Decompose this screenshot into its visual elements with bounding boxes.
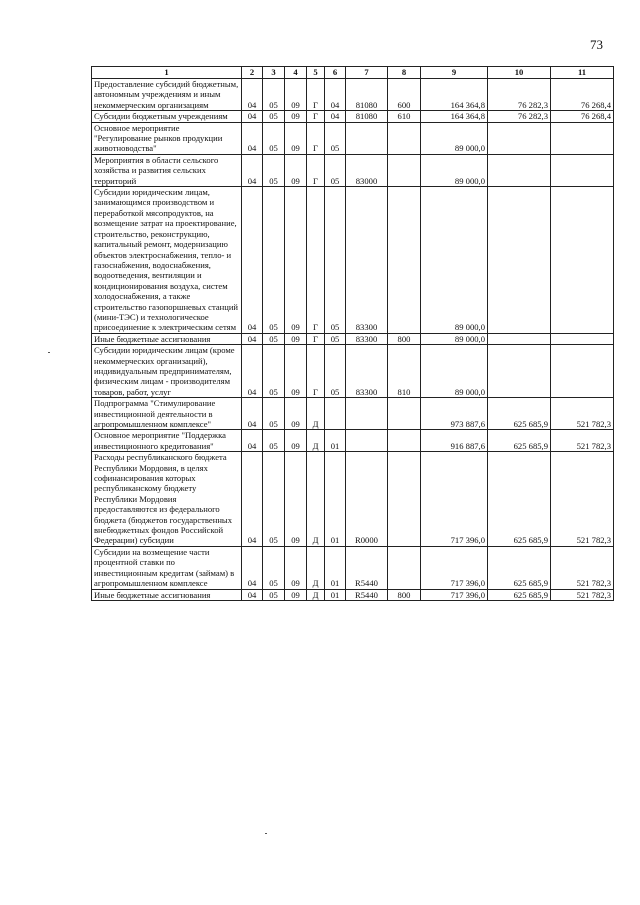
cell-col-2: 04 bbox=[242, 79, 263, 111]
cell-col-11: 521 782,3 bbox=[551, 398, 614, 430]
cell-col-5: Г bbox=[307, 345, 325, 398]
cell-col-9: 164 364,8 bbox=[421, 111, 488, 122]
cell-col-6: 01 bbox=[325, 546, 346, 589]
cell-col-9: 916 887,6 bbox=[421, 430, 488, 452]
cell-col-8: 800 bbox=[388, 589, 421, 600]
cell-col-7: 83300 bbox=[346, 345, 388, 398]
cell-col-4: 09 bbox=[285, 154, 307, 186]
scan-mark bbox=[265, 833, 267, 834]
cell-col-6: 01 bbox=[325, 589, 346, 600]
cell-col-10: 76 282,3 bbox=[488, 111, 551, 122]
cell-col-8: 610 bbox=[388, 111, 421, 122]
row-name-cell: Предоставление субсидий бюджетным, автономным учреждениям и иным некоммерческим организациям bbox=[92, 79, 242, 111]
cell-col-3: 05 bbox=[263, 122, 285, 154]
cell-col-8 bbox=[388, 398, 421, 430]
cell-col-11 bbox=[551, 122, 614, 154]
cell-col-11: 521 782,3 bbox=[551, 589, 614, 600]
cell-col-7: 81080 bbox=[346, 79, 388, 111]
table-row bbox=[92, 111, 614, 122]
cell-col-7: R0000 bbox=[346, 452, 388, 547]
cell-col-9: 89 000,0 bbox=[421, 187, 488, 334]
table-row bbox=[92, 345, 614, 398]
cell-col-5: Д bbox=[307, 430, 325, 452]
cell-col-8 bbox=[388, 430, 421, 452]
cell-col-3: 05 bbox=[263, 589, 285, 600]
row-name-cell: Субсидии юридическим лицам (кроме некоммерческих организаций), индивидуальным предпринимателям, физическим лицам - производителям товаров, работ, услуг bbox=[92, 345, 242, 398]
row-name-cell: Расходы республиканского бюджета Республики Мордовия, в целях софинансирования которых республиканскому бюджету Республики Мордовия предоставляются из федерального бюджета (бюджетов государственных внебюджетных фондов Российской Федерации) субсидии bbox=[92, 452, 242, 547]
cell-col-6: 04 bbox=[325, 111, 346, 122]
table-row bbox=[92, 452, 614, 547]
cell-col-6 bbox=[325, 398, 346, 430]
cell-col-10 bbox=[488, 154, 551, 186]
cell-col-2: 04 bbox=[242, 187, 263, 334]
column-header-4: 4 bbox=[285, 67, 307, 79]
row-name-cell: Основное мероприятие "Поддержка инвестиционного кредитования" bbox=[92, 430, 242, 452]
budget-table bbox=[91, 66, 614, 601]
cell-col-9: 973 887,6 bbox=[421, 398, 488, 430]
cell-col-2: 04 bbox=[242, 589, 263, 600]
cell-col-9: 89 000,0 bbox=[421, 333, 488, 344]
cell-col-5: Г bbox=[307, 111, 325, 122]
cell-col-2: 04 bbox=[242, 398, 263, 430]
cell-col-7: 83300 bbox=[346, 187, 388, 334]
cell-col-10 bbox=[488, 187, 551, 334]
header-row bbox=[92, 67, 614, 79]
cell-col-11 bbox=[551, 345, 614, 398]
page-number: 73 bbox=[590, 37, 603, 52]
cell-col-11: 76 268,4 bbox=[551, 79, 614, 111]
cell-col-8 bbox=[388, 122, 421, 154]
column-header-5: 5 bbox=[307, 67, 325, 79]
cell-col-4: 09 bbox=[285, 398, 307, 430]
cell-col-10 bbox=[488, 122, 551, 154]
column-header-1: 1 bbox=[92, 67, 242, 79]
cell-col-6: 05 bbox=[325, 122, 346, 154]
cell-col-11 bbox=[551, 154, 614, 186]
cell-col-3: 05 bbox=[263, 546, 285, 589]
cell-col-2: 04 bbox=[242, 546, 263, 589]
cell-col-4: 09 bbox=[285, 589, 307, 600]
cell-col-4: 09 bbox=[285, 187, 307, 334]
cell-col-3: 05 bbox=[263, 154, 285, 186]
cell-col-4: 09 bbox=[285, 122, 307, 154]
row-name-cell: Мероприятия в области сельского хозяйства и развития сельских территорий bbox=[92, 154, 242, 186]
cell-col-3: 05 bbox=[263, 345, 285, 398]
cell-col-10: 625 685,9 bbox=[488, 398, 551, 430]
cell-col-3: 05 bbox=[263, 79, 285, 111]
column-header-11: 11 bbox=[551, 67, 614, 79]
row-name-cell: Иные бюджетные ассигнования bbox=[92, 589, 242, 600]
cell-col-11: 521 782,3 bbox=[551, 452, 614, 547]
column-header-7: 7 bbox=[346, 67, 388, 79]
cell-col-10: 625 685,9 bbox=[488, 452, 551, 547]
cell-col-2: 04 bbox=[242, 345, 263, 398]
table-row bbox=[92, 589, 614, 600]
table-row bbox=[92, 546, 614, 589]
cell-col-6: 05 bbox=[325, 333, 346, 344]
column-header-9: 9 bbox=[421, 67, 488, 79]
cell-col-3: 05 bbox=[263, 333, 285, 344]
cell-col-3: 05 bbox=[263, 430, 285, 452]
cell-col-5: Г bbox=[307, 122, 325, 154]
cell-col-2: 04 bbox=[242, 122, 263, 154]
table-row bbox=[92, 122, 614, 154]
cell-col-11: 76 268,4 bbox=[551, 111, 614, 122]
cell-col-6: 04 bbox=[325, 79, 346, 111]
table-row bbox=[92, 79, 614, 111]
cell-col-9: 89 000,0 bbox=[421, 154, 488, 186]
cell-col-8: 800 bbox=[388, 333, 421, 344]
cell-col-2: 04 bbox=[242, 154, 263, 186]
cell-col-6: 05 bbox=[325, 345, 346, 398]
cell-col-7 bbox=[346, 430, 388, 452]
row-name-cell: Субсидии на возмещение части процентной ставки по инвестиционным кредитам (займам) в агропромышленном комплексе bbox=[92, 546, 242, 589]
cell-col-4: 09 bbox=[285, 333, 307, 344]
row-name-cell: Подпрограмма "Стимулирование инвестиционной деятельности в агропромышленном комплексе" bbox=[92, 398, 242, 430]
cell-col-2: 04 bbox=[242, 111, 263, 122]
row-name-cell: Субсидии юридическим лицам, занимающимся производством и переработкой мясопродуктов, на возмещение затрат на проектирование, строительство, реконструкцию, капитальный ремонт, модернизацию объектов электроснабжения, тепло- и газоснабжения, водоснабжения, водоотведения, вентиляции и кондиционирования воздуха, систем холодоснабжения, а также строительство газопоршневых станций (мини-ТЭС) и технологическое присоединение к электрическим сетям bbox=[92, 187, 242, 334]
cell-col-6: 01 bbox=[325, 452, 346, 547]
cell-col-10 bbox=[488, 345, 551, 398]
column-header-2: 2 bbox=[242, 67, 263, 79]
cell-col-8 bbox=[388, 546, 421, 589]
row-name-cell: Иные бюджетные ассигнования bbox=[92, 333, 242, 344]
cell-col-6: 05 bbox=[325, 187, 346, 334]
cell-col-11 bbox=[551, 333, 614, 344]
table-row bbox=[92, 398, 614, 430]
cell-col-9: 89 000,0 bbox=[421, 122, 488, 154]
column-header-8: 8 bbox=[388, 67, 421, 79]
cell-col-10 bbox=[488, 333, 551, 344]
cell-col-4: 09 bbox=[285, 345, 307, 398]
cell-col-10: 625 685,9 bbox=[488, 546, 551, 589]
cell-col-8: 810 bbox=[388, 345, 421, 398]
cell-col-8 bbox=[388, 187, 421, 334]
table-row bbox=[92, 154, 614, 186]
column-header-10: 10 bbox=[488, 67, 551, 79]
table-row bbox=[92, 430, 614, 452]
cell-col-7: R5440 bbox=[346, 589, 388, 600]
cell-col-7 bbox=[346, 122, 388, 154]
cell-col-9: 89 000,0 bbox=[421, 345, 488, 398]
column-header-6: 6 bbox=[325, 67, 346, 79]
cell-col-3: 05 bbox=[263, 187, 285, 334]
cell-col-10: 625 685,9 bbox=[488, 589, 551, 600]
column-header-3: 3 bbox=[263, 67, 285, 79]
scan-mark bbox=[48, 352, 50, 353]
cell-col-5: Г bbox=[307, 333, 325, 344]
cell-col-4: 09 bbox=[285, 79, 307, 111]
cell-col-7: 81080 bbox=[346, 111, 388, 122]
cell-col-2: 04 bbox=[242, 452, 263, 547]
cell-col-3: 05 bbox=[263, 452, 285, 547]
cell-col-9: 717 396,0 bbox=[421, 589, 488, 600]
cell-col-10: 625 685,9 bbox=[488, 430, 551, 452]
cell-col-5: Д bbox=[307, 546, 325, 589]
cell-col-8 bbox=[388, 154, 421, 186]
cell-col-8 bbox=[388, 452, 421, 547]
cell-col-2: 04 bbox=[242, 430, 263, 452]
cell-col-3: 05 bbox=[263, 398, 285, 430]
cell-col-11: 521 782,3 bbox=[551, 546, 614, 589]
cell-col-6: 01 bbox=[325, 430, 346, 452]
cell-col-5: Г bbox=[307, 79, 325, 111]
cell-col-3: 05 bbox=[263, 111, 285, 122]
cell-col-5: Г bbox=[307, 154, 325, 186]
cell-col-7: 83300 bbox=[346, 333, 388, 344]
cell-col-5: Д bbox=[307, 398, 325, 430]
cell-col-5: Д bbox=[307, 589, 325, 600]
row-name-cell: Субсидии бюджетным учреждениям bbox=[92, 111, 242, 122]
table-row bbox=[92, 187, 614, 334]
cell-col-5: Д bbox=[307, 452, 325, 547]
cell-col-9: 717 396,0 bbox=[421, 452, 488, 547]
cell-col-4: 09 bbox=[285, 430, 307, 452]
cell-col-8: 600 bbox=[388, 79, 421, 111]
cell-col-5: Г bbox=[307, 187, 325, 334]
cell-col-4: 09 bbox=[285, 111, 307, 122]
cell-col-10: 76 282,3 bbox=[488, 79, 551, 111]
cell-col-11: 521 782,3 bbox=[551, 430, 614, 452]
cell-col-9: 164 364,8 bbox=[421, 79, 488, 111]
cell-col-2: 04 bbox=[242, 333, 263, 344]
cell-col-6: 05 bbox=[325, 154, 346, 186]
cell-col-7 bbox=[346, 398, 388, 430]
cell-col-4: 09 bbox=[285, 546, 307, 589]
cell-col-9: 717 396,0 bbox=[421, 546, 488, 589]
cell-col-7: R5440 bbox=[346, 546, 388, 589]
cell-col-4: 09 bbox=[285, 452, 307, 547]
row-name-cell: Основное мероприятие "Регулирование рынков продукции животноводства" bbox=[92, 122, 242, 154]
table-row bbox=[92, 333, 614, 344]
cell-col-7: 83000 bbox=[346, 154, 388, 186]
cell-col-11 bbox=[551, 187, 614, 334]
